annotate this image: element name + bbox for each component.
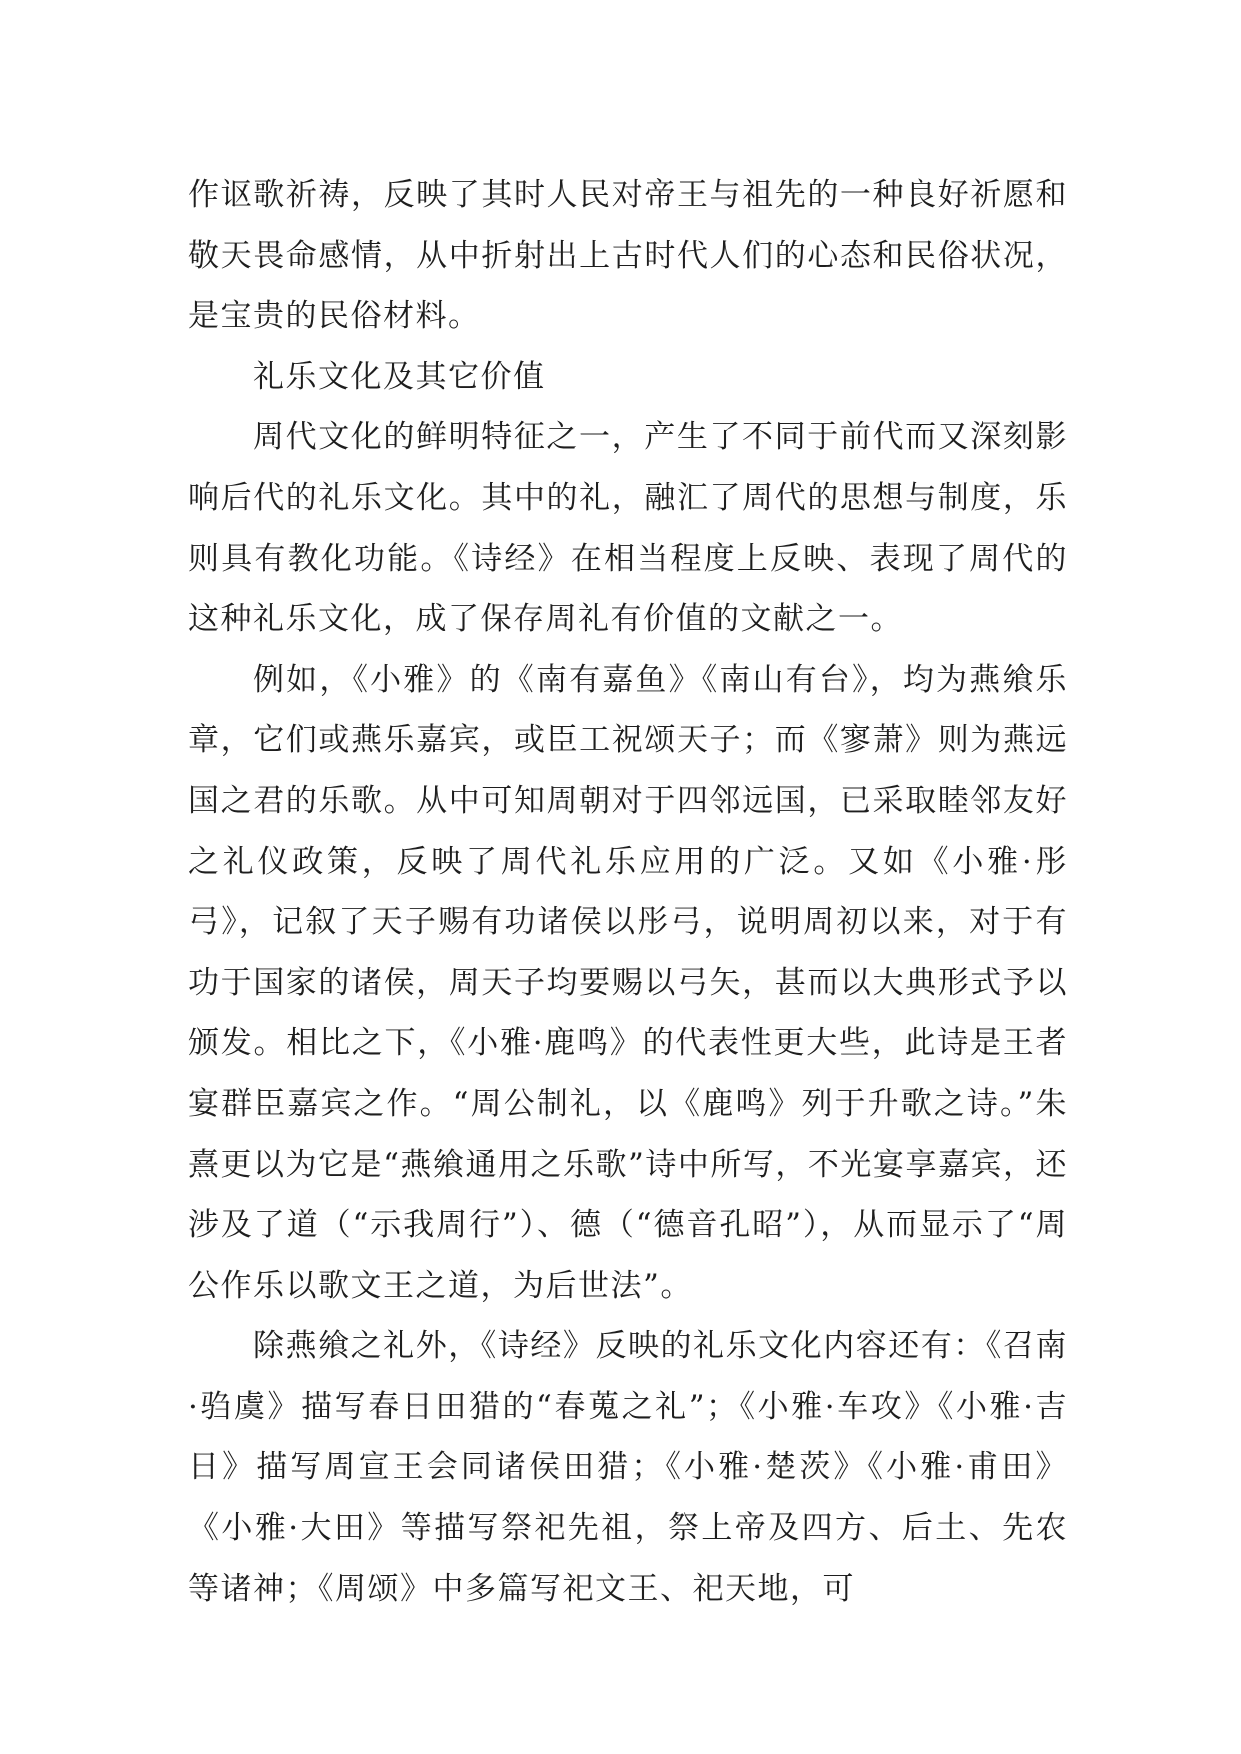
paragraph-continuation: 作讴歌祈祷，反映了其时人民对帝王与祖先的一种良好祈愿和敬天畏命感情，从中折射出上古时代人们的心态和民俗状况，是宝贵的民俗材料。 <box>188 177 1068 335</box>
paragraph: 例如，《小雅》的《南有嘉鱼》《南山有台》，均为燕飨乐章，它们或燕乐嘉宾，或臣工祝颂天子；而《寥萧》则为燕远国之君的乐歌。从中可知周朝对于四邻远国，已采取睦邻友好之礼仪政策，反映了周代礼乐应用的广泛。又如《小雅·彤弓》，记叙了天子赐有功诸侯以彤弓，说明周初以来，对于有功于国家的诸侯，周天子均要赐以弓矢，甚而以大典形式予以颁发。相比之下，《小雅·鹿鸣》的代表性更大些，此诗是王者宴群臣嘉宾之作。“周公制礼，以《鹿鸣》列于升歌之诗。”朱熹更以为它是“燕飨通用之乐歌”诗中所写，不光宴享嘉宾，还涉及了道（“示我周行”）、德（“德音孔昭”），从而显示了“周公作乐以歌文王之道，为后世法”。 <box>188 661 1068 1304</box>
document-body <box>188 165 1068 1619</box>
paragraph: 除燕飨之礼外，《诗经》反映的礼乐文化内容还有：《召南·驺虞》描写春日田猎的“春蒐之礼”；《小雅·车攻》《小雅·吉日》描写周宣王会同诸侯田猎；《小雅·楚茨》《小雅·甫田》《小雅·大田》等描写祭祀先祖，祭上帝及四方、后土、先农等诸神；《周颂》中多篇写祀文王、祀天地，可 <box>188 1328 1068 1607</box>
section-heading: 礼乐文化及其它价值 <box>253 358 546 395</box>
paragraph: 周代文化的鲜明特征之一，产生了不同于前代而又深刻影响后代的礼乐文化。其中的礼，融汇了周代的思想与制度，乐则具有教化功能。《诗经》在相当程度上反映、表现了周代的这种礼乐文化，成了保存周礼有价值的文献之一。 <box>188 419 1068 638</box>
